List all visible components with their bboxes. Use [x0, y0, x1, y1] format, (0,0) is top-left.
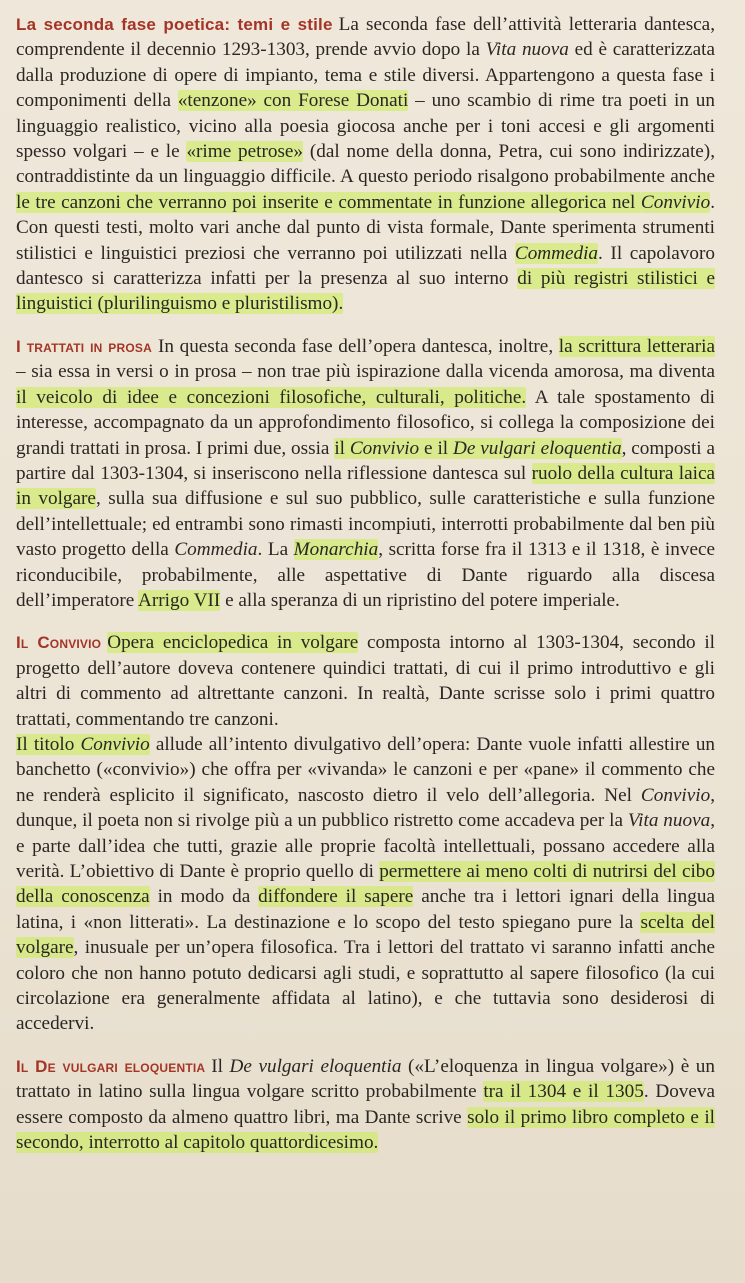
highlighted-text: Opera enciclopedica in volgare — [107, 632, 359, 654]
highlighted-text: la scrittura letteraria — [558, 335, 715, 357]
highlighted-text: Commedia — [514, 242, 599, 264]
section-seconda-fase — [16, 12, 715, 317]
section-paragraph — [16, 334, 715, 613]
section-paragraph — [16, 1054, 715, 1156]
highlighted-text: Il titolo — [16, 733, 81, 755]
section-paragraph — [16, 732, 715, 1037]
section-body: Il titolo Convivio allude all’intento divulgativo dell’opera: Dante vuole infatti allestire un banchetto («convivio») che offra per «vivanda» le canzoni e per «pane» il commento che ne renderà esplicito il significato, nascosto dietro il velo dell’allegoria. Nel Convivio, dunque, il poeta non si rivolge più a un pubblico ristretto come accadeva per la Vita nuova, e parte dall’idea che tutti, grazie alle proprie facoltà intellettuali, possano accedere alla verità. L’obiettivo di Dante è proprio quello di permettere ai meno colti di nutrirsi del cibo della conoscenza in modo da diffondere il sapere anche tra i lettori ignari della lingua latina, i «non litterati». La destinazione e lo scopo del testo spiegano pure la scelta del volgare, inusuale per un’opera filosofica. Tra i lettori del trattato vi saranno infatti anche coloro che non hanno potuto dedicarsi agli studi, e soprattutto al sapere filosofico (la cui circolazione era generalmente affidata al latino), e che tuttavia sono desiderosi di accedervi. — [16, 733, 716, 1035]
highlighted-text: Monarchia — [293, 539, 379, 561]
italic-text: Vita nuova — [627, 810, 711, 832]
highlighted-text: il veicolo di idee e concezioni filosofiche, culturali, politiche. — [16, 386, 527, 408]
highlighted-text: Arrigo VII — [138, 589, 221, 611]
section-paragraph — [16, 12, 715, 317]
highlighted-text: «rime petrose» — [186, 141, 304, 163]
highlighted-text: ruolo della cultura laica in volgare — [16, 462, 715, 510]
section-body: Opera enciclopedica in volgare composta intorno al 1303-1304, secondo il progetto dell’autore doveva contenere quindici trattati, di cui il primo introduttivo e gli altri di commento ad altrettante canzoni. In realtà, Dante scrisse solo i primi quattro trattati, commentando tre canzoni. — [16, 632, 715, 730]
highlighted-text: «tenzone» con Forese Donati — [177, 90, 409, 112]
section-heading: Il Convivio — [16, 633, 102, 653]
section-de-vulgari-eloquentia — [16, 1054, 715, 1156]
section-body: In questa seconda fase dell’opera dantesca, inoltre, la scrittura letteraria – sia essa in versi o in prosa – non trae più ispirazione dalla vicenda amorosa, ma diventa il veicolo di idee e concezioni filosofiche, culturali, politiche. A tale spostamento di interesse, accompagnato da un approfondimento filosofico, si collega la composizione dei grandi trattati in prosa. I primi due, ossia il Convivio e il De vulgari eloquentia, composti a partire dal 1303-1304, si inseriscono nella riflessione dantesca sul ruolo della cultura laica in volgare, sulla sua diffusione e sul suo pubblico, sulle caratteristiche e sulla funzione dell’intellettuale; ed entrambi sono rimasti incompiuti, interrotti probabilmente dal ben più vasto progetto della Commedia. La Monarchia, scritta forse fra il 1313 e il 1318, è invece riconducibile, probabilmente, alle aspettative di Dante riguardo alla discesa dell’imperatore Arrigo VII e alla speranza di un ripristino del potere imperiale. — [16, 335, 716, 611]
section-body: La seconda fase dell’attività letteraria dantesca, comprendente il decennio 1293-1303, prende avvio dopo la Vita nuova ed è caratterizzata dalla produzione di opere di impianto, tema e stile diversi. Appartengono a questa fase i componimenti della «tenzone» con Forese Donati – uno scambio di rime tra poeti in un linguaggio realistico, vicino alla poesia giocosa anche per i toni accesi e gli argomenti spesso volgari – e le «rime petrose» (dal nome della donna, Petra, cui sono indirizzate), contraddistinte da un linguaggio difficile. A questo periodo risalgono probabilmente anche le tre canzoni che verranno poi inserite e commentate in funzione allegorica nel Convivio. Con questi testi, molto vari anche dal punto di vista formale, Dante sperimenta strumenti stilistici e linguistici preziosi che verranno poi utilizzati nella Commedia. Il capolavoro dantesco si caratterizza infatti per la presenza al suo interno di più registri stilistici e linguistici (plurilinguismo e pluristilismo). — [16, 14, 715, 315]
italic-text: Convivio — [640, 784, 711, 806]
highlighted-text: De vulgari eloquentia — [453, 437, 622, 459]
highlighted-text: le tre canzoni che verranno poi inserite e commentate in funzione allegorica nel — [16, 191, 641, 213]
highlighted-text: solo il primo libro completo e il secondo, interrotto al capitolo quattordicesimo. — [16, 1106, 715, 1154]
highlighted-text: Convivio — [349, 437, 420, 459]
highlighted-text: Convivio — [80, 733, 150, 755]
highlighted-text: il — [334, 437, 350, 459]
highlighted-text: di più registri stilistici e linguistici (plurilinguismo e pluristilismo). — [16, 268, 715, 315]
highlighted-text: e il — [419, 437, 453, 459]
highlighted-text: permettere ai meno colti di nutrirsi del cibo della conoscenza — [16, 861, 715, 908]
italic-text: Vita nuova — [485, 39, 569, 61]
highlighted-text: scelta del volgare — [16, 911, 715, 959]
section-heading: La seconda fase poetica: temi e stile — [16, 15, 333, 34]
highlighted-text: tra il 1304 e il 1305 — [483, 1081, 644, 1103]
highlighted-text: diffondere il sapere — [258, 886, 414, 908]
section-paragraph — [16, 630, 715, 732]
section-trattati-in-prosa — [16, 334, 715, 613]
section-heading: Il De vulgari eloquentia — [16, 1056, 206, 1076]
section-convivio — [16, 630, 715, 1037]
highlighted-text: Convivio — [640, 191, 711, 213]
section-heading: I trattati in prosa — [16, 336, 152, 356]
section-body: Il De vulgari eloquentia («L’eloquenza in lingua volgare») è un trattato in latino sulla lingua volgare scritto probabilmente tra il 1304 e il 1305. Doveva essere composto da almeno quattro libri, ma Dante scrive solo il primo libro completo e il secondo, interrotto al capitolo quattordicesimo. — [16, 1055, 716, 1154]
italic-text: De vulgari eloquentia — [229, 1055, 402, 1077]
italic-text: Commedia — [174, 539, 258, 561]
